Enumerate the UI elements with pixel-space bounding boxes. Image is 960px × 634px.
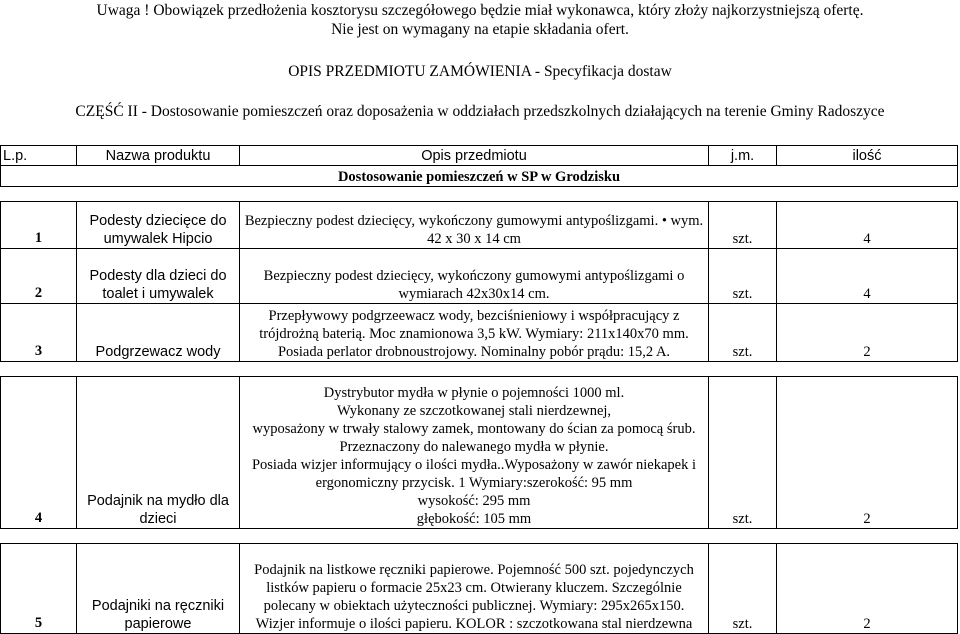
row-number: 5 (1, 544, 77, 634)
section-title: Dostosowanie pomieszczeń w SP w Grodzisku (1, 166, 958, 187)
header-product-name: Nazwa produktu (77, 146, 240, 166)
product-description (240, 377, 709, 529)
unit: szt. (709, 304, 777, 362)
header-description: Opis przedmiotu (240, 146, 709, 166)
product-name (77, 544, 240, 634)
document-title: OPIS PRZEDMIOTU ZAMÓWIENIA - Specyfikacja dostaw (288, 63, 672, 80)
description-line: ergonomiczny przycisk. 1 Wymiary:szerokość: 95 mm (315, 475, 633, 491)
description-line: 42 x 30 x 14 cm (427, 231, 521, 247)
notice-line-1: Uwaga ! Obowiązek przedłożenia kosztorysu szczegółowego będzie miał wykonawca, który złoży najkorzystniejszą ofertę. (96, 2, 864, 19)
quantity: 2 (777, 304, 958, 362)
product-name (77, 202, 240, 249)
description-line: Posiada perlator drobnoustrojowy. Nominalny pobór prądu: 15,2 A. (277, 344, 671, 360)
product-name-line: dzieci (139, 511, 177, 527)
description-line: Wizjer informuje o ilości papieru. KOLOR : szczotkowana stal nierdzewna (255, 616, 693, 632)
description-line: Bezpieczny podest dziecięcy, wykończony gumowymi antypoślizgami o (263, 268, 685, 284)
table-header-row (1, 146, 958, 166)
row-number: 4 (1, 377, 77, 529)
product-name-line: toalet i umywalek (102, 286, 214, 302)
description-line: Dystrybutor mydła w płynie o pojemności 1000 ml. (323, 385, 625, 401)
product-name-line: Podesty dla dzieci do (89, 268, 227, 284)
description-line: Podajnik na listkowe ręczniki papierowe. Pojemność 500 szt. pojedynczych (254, 562, 694, 578)
table-row (1, 304, 958, 362)
header-lp: L.p. (1, 146, 77, 166)
description-line: Bezpieczny podest dziecięcy, wykończony gumowymi antypoślizgami. • wym. (244, 213, 704, 229)
table-row (1, 202, 958, 249)
description-line: Przepływowy podgrzeewacz wody, bezciśnieniowy i współpracujący z (268, 308, 680, 324)
description-line: głębokość: 105 mm (416, 511, 532, 527)
product-name (77, 249, 240, 304)
unit: szt. (709, 544, 777, 634)
description-line: trójdrożną baterią. Moc znamionowa 3,5 kW. Wymiary: 211x140x70 mm. (259, 326, 689, 342)
product-description (240, 304, 709, 362)
product-description (240, 249, 709, 304)
row-number: 2 (1, 249, 77, 304)
table-row (1, 377, 958, 529)
part-subtitle: CZĘŚĆ II - Dostosowanie pomieszczeń oraz doposażenia w oddziałach przedszkolnych działających na terenie Gminy Radoszyce (75, 103, 885, 120)
product-description (240, 544, 709, 634)
description-line: Przeznaczony do nalewanego mydła w płynie. (339, 439, 609, 455)
description-line: polecany w obiektach użyteczności publicznej. Wymiary: 295x265x150. (263, 598, 685, 614)
table-row (1, 544, 958, 634)
product-name (77, 377, 240, 529)
product-name-line: Podgrzewacz wody (95, 344, 221, 360)
product-name-line: Podajniki na ręczniki (91, 598, 225, 614)
unit: szt. (709, 202, 777, 249)
product-name-line: papierowe (124, 616, 192, 632)
quantity: 2 (777, 544, 958, 634)
product-description (240, 202, 709, 249)
product-name-line: Podesty dziecięce do (89, 213, 227, 229)
product-name-line: umywalek Hipcio (103, 231, 213, 247)
quantity: 2 (777, 377, 958, 529)
description-line: Wykonany ze szczotkowanej stali nierdzewnej, (336, 403, 612, 419)
product-name (77, 304, 240, 362)
unit: szt. (709, 377, 777, 529)
unit: szt. (709, 249, 777, 304)
quantity: 4 (777, 202, 958, 249)
quantity: 4 (777, 249, 958, 304)
row-number: 3 (1, 304, 77, 362)
row-number: 1 (1, 202, 77, 249)
description-line: Posiada wizjer informujący o ilości mydła..Wyposażony w zawór niekapek i (251, 457, 697, 473)
header-quantity: ilość (777, 146, 958, 166)
specification-table (0, 145, 958, 634)
section-row (1, 166, 958, 187)
product-name-line: Podajnik na mydło dla (87, 493, 229, 509)
description-line: wysokość: 295 mm (417, 493, 531, 509)
header-unit: j.m. (709, 146, 777, 166)
description-line: listków papieru o formacie 25x23 cm. Otwierany kluczem. Szczególnie (266, 580, 682, 596)
description-line: wyposażony w trwały stalowy zamek, montowany do ścian za pomocą śrub. (252, 421, 696, 437)
description-line: wymiarach 42x30x14 cm. (398, 286, 550, 302)
notice-line-2: Nie jest on wymagany na etapie składania ofert. (331, 21, 629, 38)
table-row (1, 249, 958, 304)
